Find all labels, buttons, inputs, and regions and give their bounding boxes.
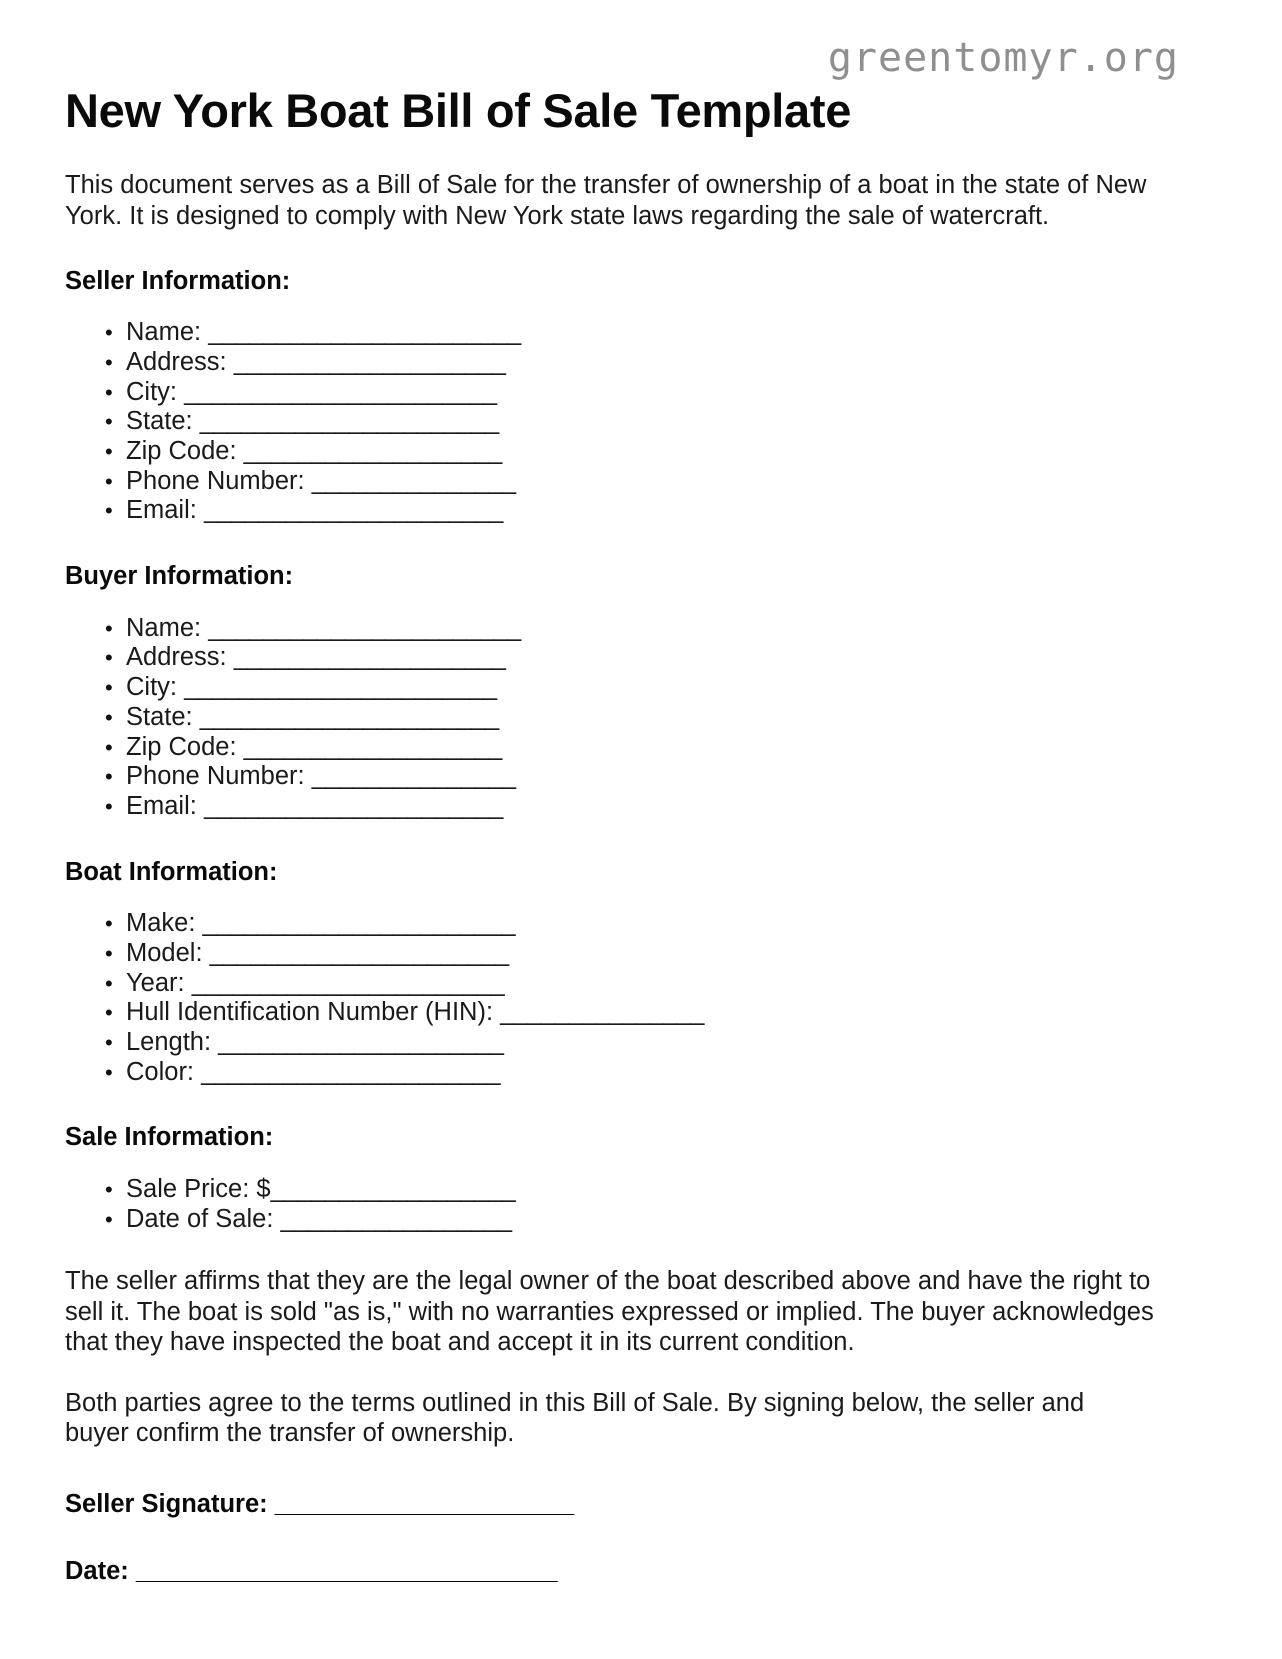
field-blank: ______________________ xyxy=(199,407,499,436)
field-blank: _______________________ xyxy=(191,968,505,997)
field-blank: ___________________ xyxy=(243,437,502,466)
list-item xyxy=(105,467,1155,497)
field-blank: _______________________ xyxy=(184,377,497,406)
field-list-seller xyxy=(65,318,1155,526)
list-item xyxy=(105,378,1155,408)
section-heading-seller: Seller Information: xyxy=(65,266,291,295)
field-blank: _______________________ xyxy=(208,318,521,347)
list-item xyxy=(105,909,1155,939)
list-item xyxy=(105,496,1155,526)
field-label: Hull Identification Number (HIN): xyxy=(126,998,501,1027)
list-item xyxy=(105,437,1155,467)
field-blank: _________________ xyxy=(280,1204,512,1233)
field-label: State: xyxy=(126,407,200,436)
field-blank: _______________ xyxy=(311,762,516,791)
list-item xyxy=(105,703,1155,733)
list-item xyxy=(105,792,1155,822)
section-heading-boat: Boat Information: xyxy=(65,857,278,886)
field-blank: ______________________ xyxy=(209,938,509,967)
field-blank: ______________________ xyxy=(199,702,499,731)
seller-signature-line xyxy=(65,1489,1155,1520)
list-item xyxy=(105,318,1155,348)
section-heading-buyer: Buyer Information: xyxy=(65,562,294,591)
page-title: New York Boat Bill of Sale Template xyxy=(65,84,852,137)
field-blank: __________________ xyxy=(270,1175,516,1204)
date-label: Date: xyxy=(65,1557,136,1586)
date-signature-line xyxy=(65,1556,1155,1587)
document-content xyxy=(65,83,1155,1587)
field-blank: _______________________ xyxy=(202,909,515,938)
list-item xyxy=(105,969,1155,999)
agreement-paragraph: Both parties agree to the terms outlined in this Bill of Sale. By signing below, the seller and buyer confirm the transfer of ownership. xyxy=(65,1388,1085,1447)
field-blank: _______________ xyxy=(500,998,704,1027)
field-label: Sale Price: $ xyxy=(126,1175,271,1204)
field-label: Color: xyxy=(126,1057,202,1086)
field-label: Length: xyxy=(126,1028,219,1057)
field-list-sale xyxy=(65,1175,1155,1234)
field-label: Phone Number: xyxy=(126,762,312,791)
field-label: Email: xyxy=(126,791,204,820)
field-blank: ______________________ xyxy=(203,791,503,820)
field-label: Name: xyxy=(126,318,209,347)
list-item xyxy=(105,939,1155,969)
field-label: Address: xyxy=(126,347,234,376)
field-blank: _______________ xyxy=(311,466,516,495)
list-item xyxy=(105,733,1155,763)
list-item xyxy=(105,614,1155,644)
field-label: Model: xyxy=(126,938,210,967)
section-heading-sale: Sale Information: xyxy=(65,1123,274,1152)
field-blank: ____________________ xyxy=(233,347,506,376)
list-item xyxy=(105,348,1155,378)
field-blank: _____________________ xyxy=(218,1028,504,1057)
field-label: Date of Sale: xyxy=(126,1204,281,1233)
field-label: Phone Number: xyxy=(126,466,312,495)
seller-signature-blank: ______________________ xyxy=(274,1489,574,1518)
list-item xyxy=(105,643,1155,673)
date-blank: _______________________________ xyxy=(135,1557,557,1586)
field-list-buyer xyxy=(65,614,1155,822)
field-label: City: xyxy=(126,673,185,702)
field-list-boat xyxy=(65,909,1155,1087)
field-label: City: xyxy=(126,377,185,406)
list-item xyxy=(105,1205,1155,1235)
field-label: Zip Code: xyxy=(126,732,244,761)
field-label: Name: xyxy=(126,613,209,642)
list-item xyxy=(105,1175,1155,1205)
field-blank: _______________________ xyxy=(208,613,521,642)
field-blank: ____________________ xyxy=(233,643,506,672)
list-item xyxy=(105,673,1155,703)
seller-signature-label: Seller Signature: xyxy=(65,1489,275,1518)
field-blank: ______________________ xyxy=(203,496,503,525)
field-label: Email: xyxy=(126,496,204,525)
field-label: Address: xyxy=(126,643,234,672)
intro-paragraph: This document serves as a Bill of Sale for the transfer of ownership of a boat in the state of New York. It is designed to comply with New York state laws regarding the sale of watercraft. xyxy=(65,171,1147,230)
list-item xyxy=(105,407,1155,437)
list-item xyxy=(105,1028,1155,1058)
field-label: Zip Code: xyxy=(126,437,244,466)
field-blank: _______________________ xyxy=(184,673,497,702)
affirmation-paragraph: The seller affirms that they are the legal owner of the boat described above and have the right to sell it. The boat is sold "as is," with no warranties expressed or implied. The buyer acknowledges that they have inspected the boat and accept it in its current condition. xyxy=(65,1267,1154,1356)
field-blank: ______________________ xyxy=(201,1057,500,1086)
site-watermark: greentomyr.org xyxy=(827,35,1179,81)
list-item xyxy=(105,1058,1155,1088)
list-item xyxy=(105,998,1155,1028)
field-label: Year: xyxy=(126,968,192,997)
field-blank: ___________________ xyxy=(243,732,502,761)
list-item xyxy=(105,762,1155,792)
field-label: State: xyxy=(126,702,200,731)
field-label: Make: xyxy=(126,909,203,938)
